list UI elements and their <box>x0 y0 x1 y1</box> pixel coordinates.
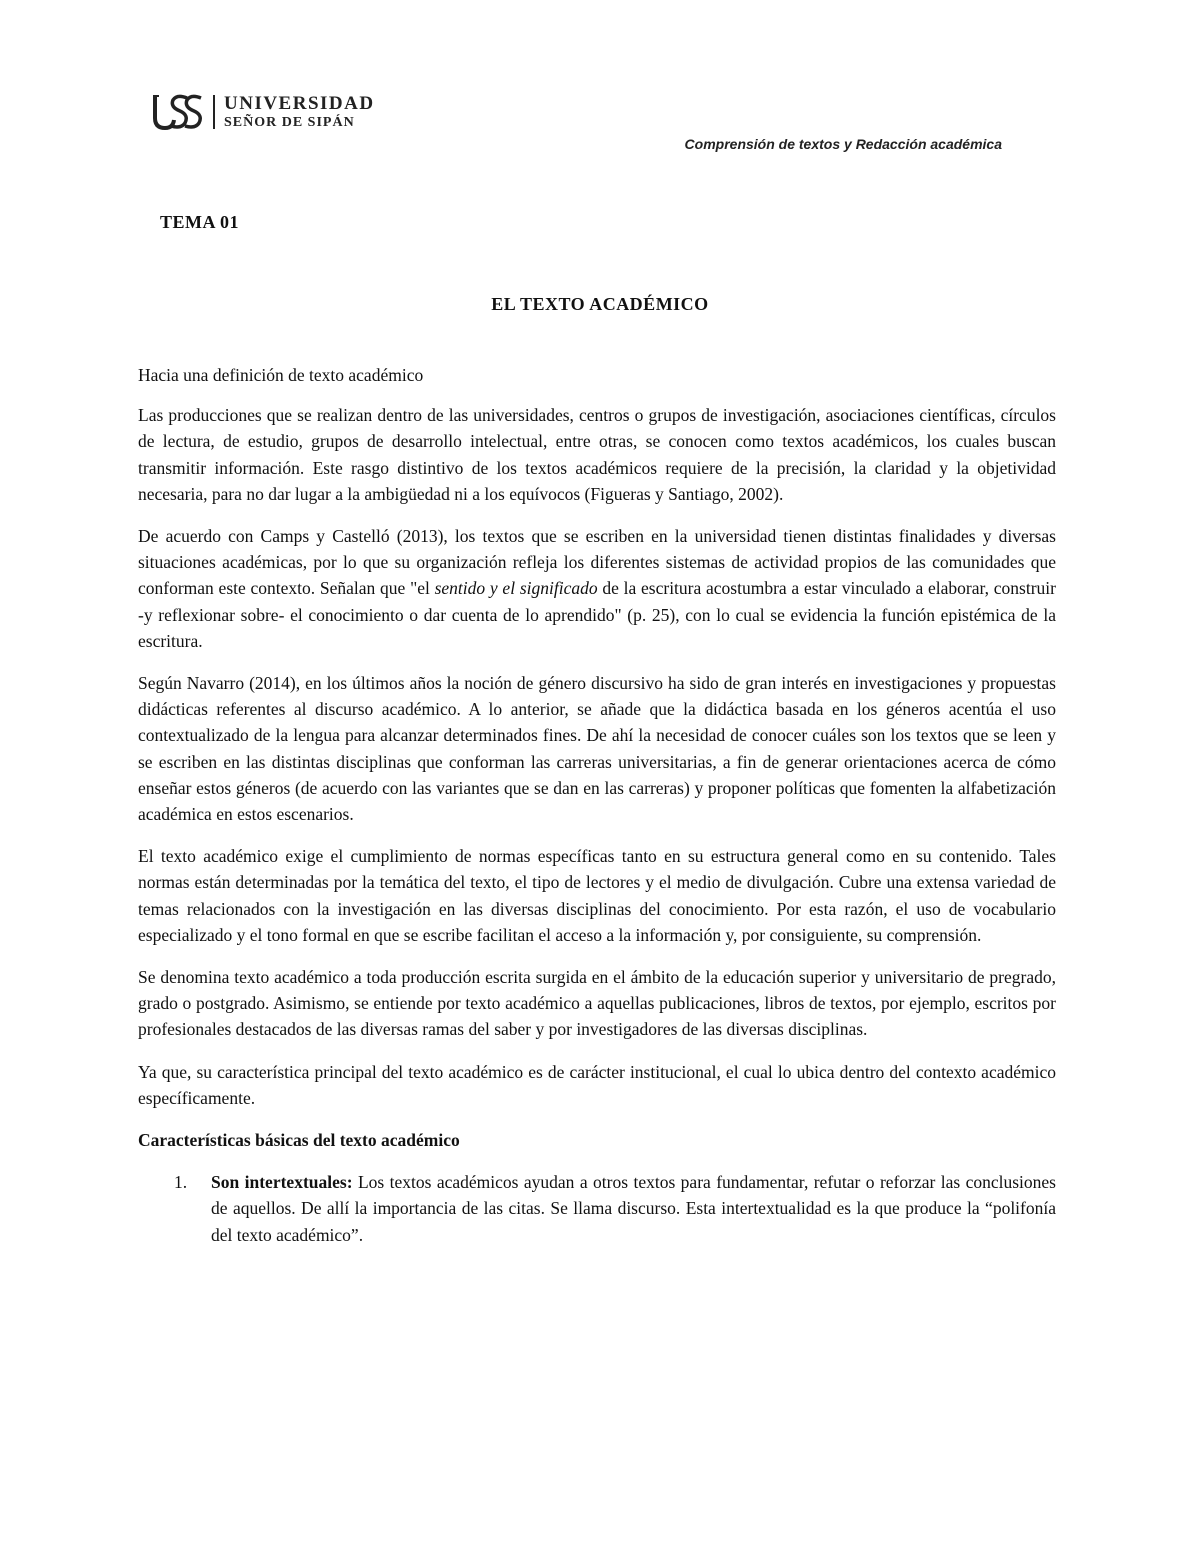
uss-logo-icon <box>153 92 203 132</box>
list-item-number: 1. <box>174 1172 188 1193</box>
section-heading-definition: Hacia una definición de texto académico <box>138 365 424 385</box>
logo-university: UNIVERSIDAD <box>224 93 375 114</box>
paragraph-5: Se denomina texto académico a toda producción escrita surgida en el ámbito de la educación superior y universitario de pregrado, grado o postgrado. Asimismo, se entiende por texto académico a aquellas publicaciones, libros de textos, por ejemplo, escritos por profesionales destacados de las diversas ramas del saber y por investigadores de las diversas disciplinas. <box>138 967 1056 1040</box>
list-item <box>138 1169 1056 1248</box>
logo-text <box>224 94 375 130</box>
paragraph-2-part-b: de la escritura acostumbra a estar vinculado a elaborar, construir -y reflexionar sobre- el conocimiento o dar cuenta de lo aprendido" (p. 25), con lo cual se evidencia la función epistémica de la escritura. <box>138 578 1056 651</box>
list-item-text: Los textos académicos ayudan a otros textos para fundamentar, refutar o reforzar las conclusiones de aquellos. De allí la importancia de las citas. Se llama discurso. Esta intertextualidad es la que produce la “polifonía del texto académico”. <box>211 1172 1056 1245</box>
topic-number: TEMA 01 <box>160 212 240 232</box>
paragraph-3: Según Navarro (2014), en los últimos años la noción de género discursivo ha sido de gran interés en investigaciones y propuestas didácticas referentes al discurso académico. A lo anterior, se añade que la didáctica basada en los géneros acentúa el uso contextualizado de la lengua para alcanzar determinados fines. De ahí la necesidad de conocer cuáles son los textos que se leen y se escriben en las distintas disciplinas que conforman las carreras universitarias, a fin de generar orientaciones acerca de cómo enseñar estos géneros (de acuerdo con las variantes que se dan en las carreras) y proponer políticas que fomenten la alfabetización académica en estos escenarios. <box>138 673 1056 825</box>
paragraph-4: El texto académico exige el cumplimiento de normas específicas tanto en su estructura general como en su contenido. Tales normas están determinadas por la temática del texto, el tipo de lectores y el medio de divulgación. Cubre una extensa variedad de temas relacionados con la investigación en las diversas disciplinas del conocimiento. Por esta razón, el uso de vocabulario especializado y el tono formal en que se escribe facilitan el acceso a la información y, por consiguiente, su comprensión. <box>138 846 1056 945</box>
list-item-term: Son intertextuales: <box>211 1172 353 1193</box>
logo-university-name: SEÑOR DE SIPÁN <box>224 115 355 130</box>
document-title: EL TEXTO ACADÉMICO <box>491 294 709 314</box>
characteristics-list <box>138 1169 1056 1248</box>
paragraph-6: Ya que, su característica principal del texto académico es de carácter institucional, el cual lo ubica dentro del contexto académico específicamente. <box>138 1061 1056 1108</box>
paragraph-2 <box>138 523 1056 654</box>
section-heading-characteristics: Características básicas del texto académico <box>138 1130 460 1151</box>
paragraph-1: Las producciones que se realizan dentro de las universidades, centros o grupos de investigación, asociaciones científicas, círculos de lectura, de estudio, grupos de desarrollo intelectual, entre otras, se conocen como textos académicos, los cuales buscan transmitir información. Este rasgo distintivo de los textos académicos requiere de la precisión, la claridad y la objetividad necesaria, para no dar lugar a la ambigüedad ni a los equívocos (Figueras y Santiago, 2002). <box>138 405 1056 504</box>
university-logo <box>153 92 375 132</box>
paragraph-2-emphasis: sentido y el significado <box>434 578 598 599</box>
running-header: Comprensión de textos y Redacción académica <box>684 136 1002 152</box>
logo-separator <box>213 95 215 129</box>
document-body <box>138 362 1056 1248</box>
paragraph-2-part-a: De acuerdo con Camps y Castelló (2013), los textos que se escriben en la universidad tienen distintas finalidades y diversas situaciones académicas, por lo que su organización refleja los diferentes sistemas de actividad propios de las comunidades que conforman este contexto. Señalan que "el <box>138 526 1056 599</box>
